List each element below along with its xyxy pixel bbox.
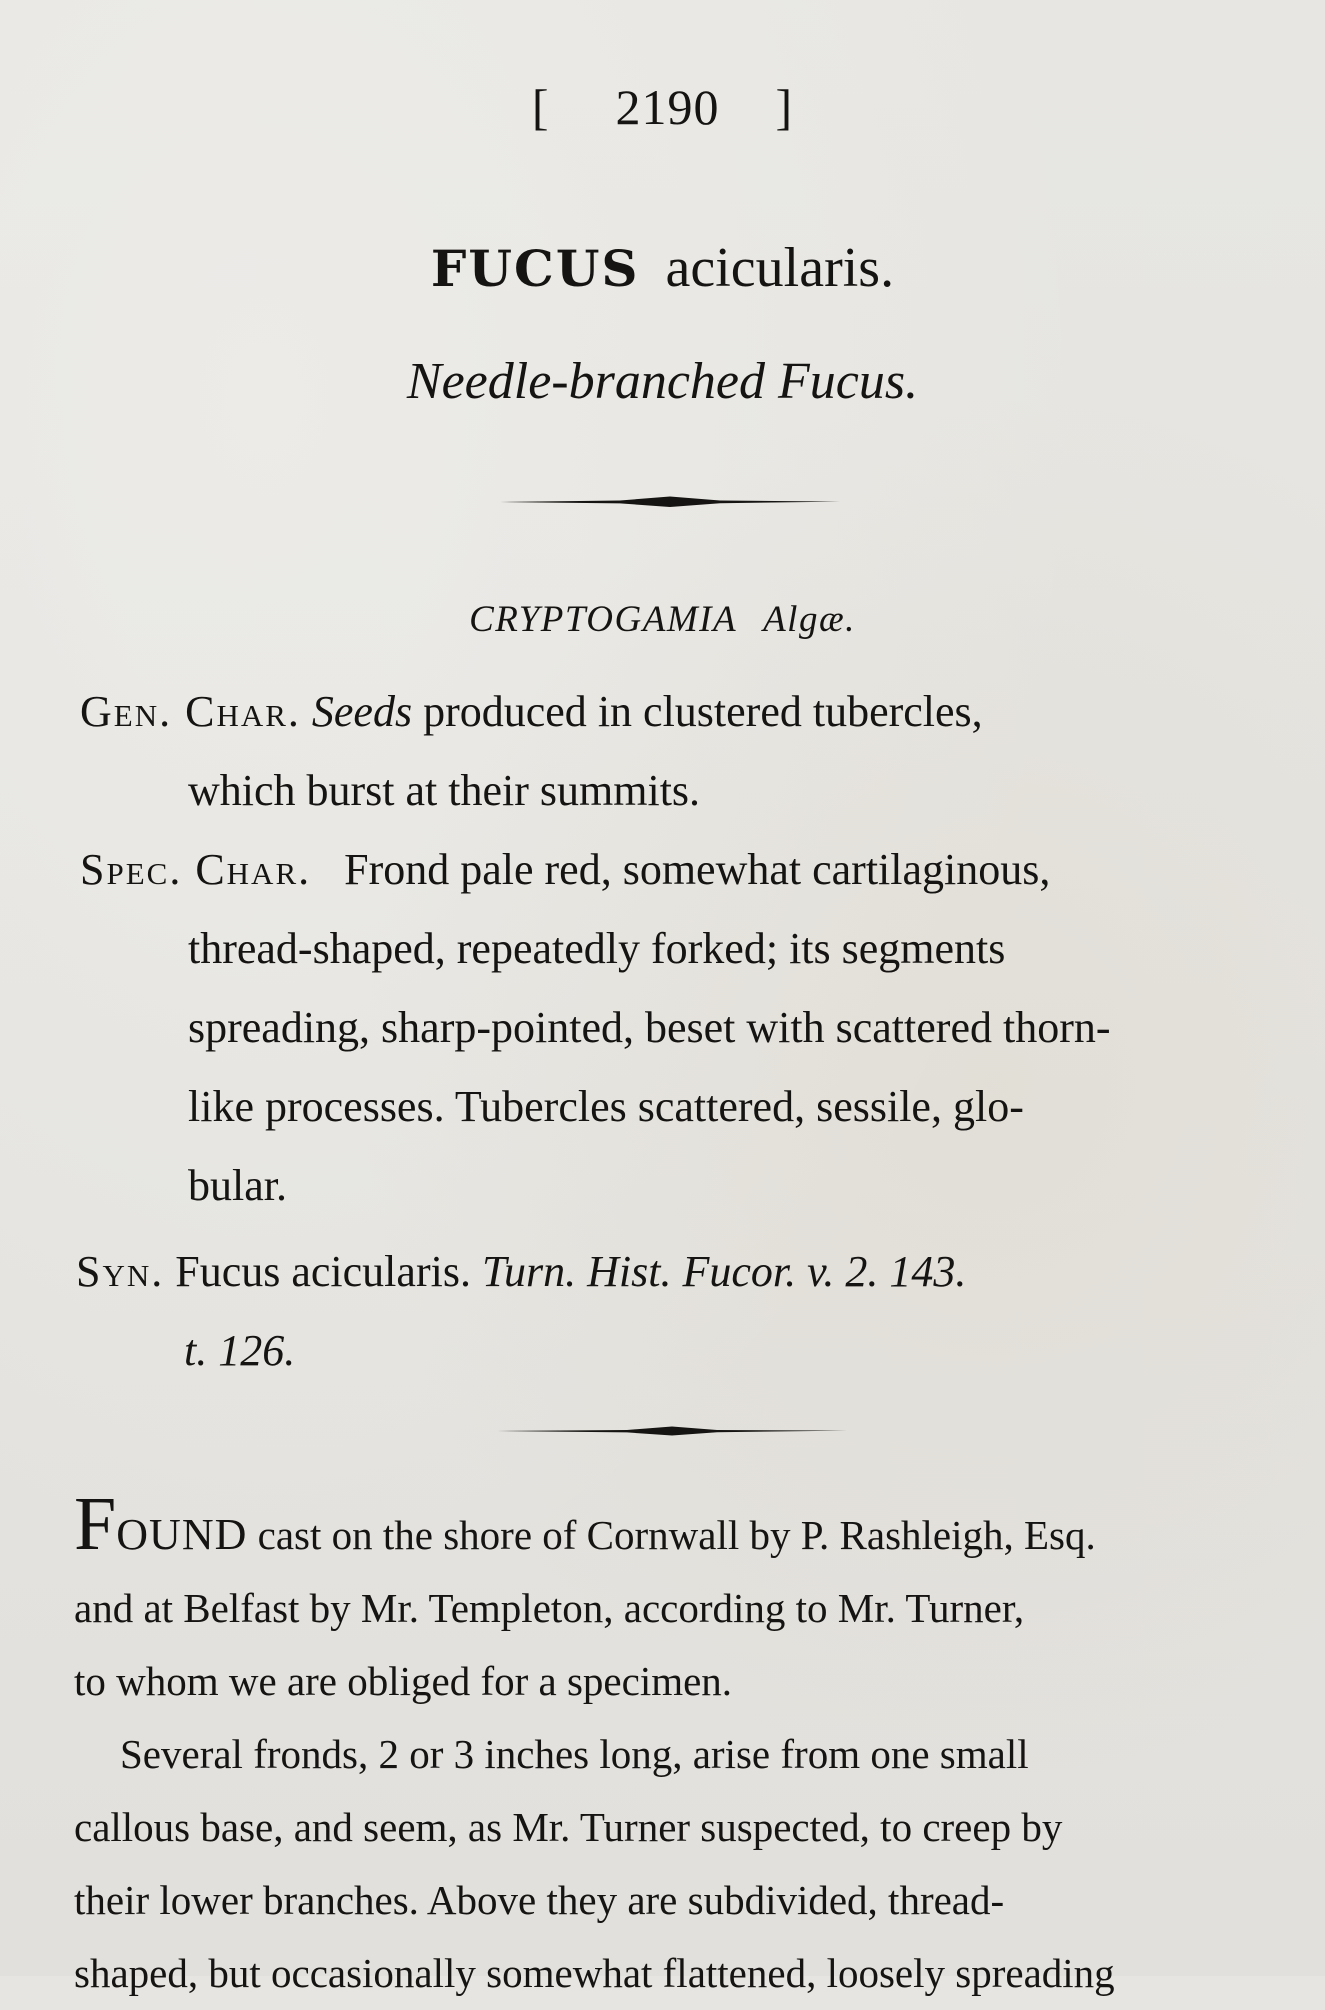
- spec-char-label: Spec. Char.: [80, 845, 312, 894]
- syn-line-1: [76, 1232, 1246, 1311]
- description: [74, 1482, 1250, 1996]
- title-genus: FUCUS: [430, 239, 640, 298]
- spec-char-word: glo-: [952, 1082, 1024, 1131]
- generic-character: [80, 672, 1250, 830]
- spec-char-word: forked;: [651, 924, 779, 973]
- spec-char-line-3: spreading, sharp-pointed, beset with scattered thorn-: [188, 1003, 1111, 1052]
- gen-char-line-2: which burst at their summits.: [188, 766, 701, 815]
- common-name: Needle-branched Fucus.: [406, 353, 919, 410]
- syn-name: Fucus acicularis.: [175, 1247, 471, 1296]
- gen-char-word: tubercles,: [812, 687, 983, 736]
- desc-p1-line-3: to whom we are obliged for a specimen.: [74, 1658, 733, 1704]
- classification: [0, 598, 1325, 641]
- class-name: CRYPTOGAMIA: [469, 599, 738, 640]
- spec-char-word: sessile,: [816, 1082, 942, 1131]
- desc-p1-line-2: and at Belfast by Mr. Templeton, according to Mr. Turner,: [74, 1585, 1025, 1631]
- spec-char-word: repeatedly: [456, 924, 640, 973]
- desc-p1-line-1: [74, 1482, 1250, 1572]
- gen-char-word: clustered: [643, 687, 802, 736]
- gen-char-word: in: [597, 687, 633, 736]
- plate-number-value: 2190: [615, 79, 720, 135]
- syn-reference: Turn. Hist. Fucor. v. 2. 143.: [481, 1247, 967, 1296]
- desc-p2-line-2: callous base, and seem, as Mr. Turner suspected, to creep by: [74, 1804, 1063, 1850]
- spec-char-word: its: [789, 924, 831, 973]
- gen-char-label: Gen. Char.: [80, 687, 301, 736]
- spec-char-word: thread-shaped,: [188, 924, 446, 973]
- desc-text: cast on the shore of Cornwall by P. Rashleigh, Esq.: [257, 1512, 1096, 1558]
- open-bracket: [: [531, 79, 550, 135]
- order-name: Algæ.: [763, 599, 856, 640]
- spec-char-word: segments: [841, 924, 1006, 973]
- spec-char-line-5: bular.: [188, 1161, 287, 1210]
- desc-p2-line-1: Several fronds, 2 or 3 inches long, arise from one small: [120, 1731, 1029, 1777]
- syn-reference-cont: t. 126.: [184, 1326, 296, 1375]
- syn-line-2: [76, 1311, 1246, 1390]
- spec-char-line-4: [80, 1067, 1250, 1146]
- spec-char-line-2: [80, 909, 1250, 988]
- syn-label: Syn.: [76, 1247, 165, 1296]
- gen-char-word: produced: [423, 687, 587, 736]
- spec-char-word: Tubercles: [454, 1082, 627, 1131]
- desc-p2-line-4-cut: shaped, but occasionally somewhat flattened, loosely spreading: [74, 1950, 1115, 1996]
- specific-character: [80, 830, 1250, 1225]
- title-species: acicularis.: [665, 237, 895, 299]
- desc-p2-line-3: their lower branches. Above they are subdivided, thread-: [74, 1877, 1005, 1923]
- page-title: [0, 236, 1325, 300]
- close-bracket: ]: [775, 79, 794, 135]
- drop-cap: F: [74, 1482, 117, 1566]
- spec-char-line-1: [80, 830, 1250, 909]
- spec-char-word: like processes.: [188, 1082, 445, 1131]
- gen-char-word: Seeds: [311, 687, 413, 736]
- drop-cap-rest: OUND: [116, 1510, 248, 1559]
- spec-char-word: scattered,: [637, 1082, 806, 1131]
- synonymy: [76, 1232, 1246, 1390]
- plate-number: [0, 78, 1325, 136]
- gen-char-line-1: [80, 672, 1250, 751]
- spec-char-text: Frond pale red, somewhat cartilaginous,: [344, 845, 1051, 894]
